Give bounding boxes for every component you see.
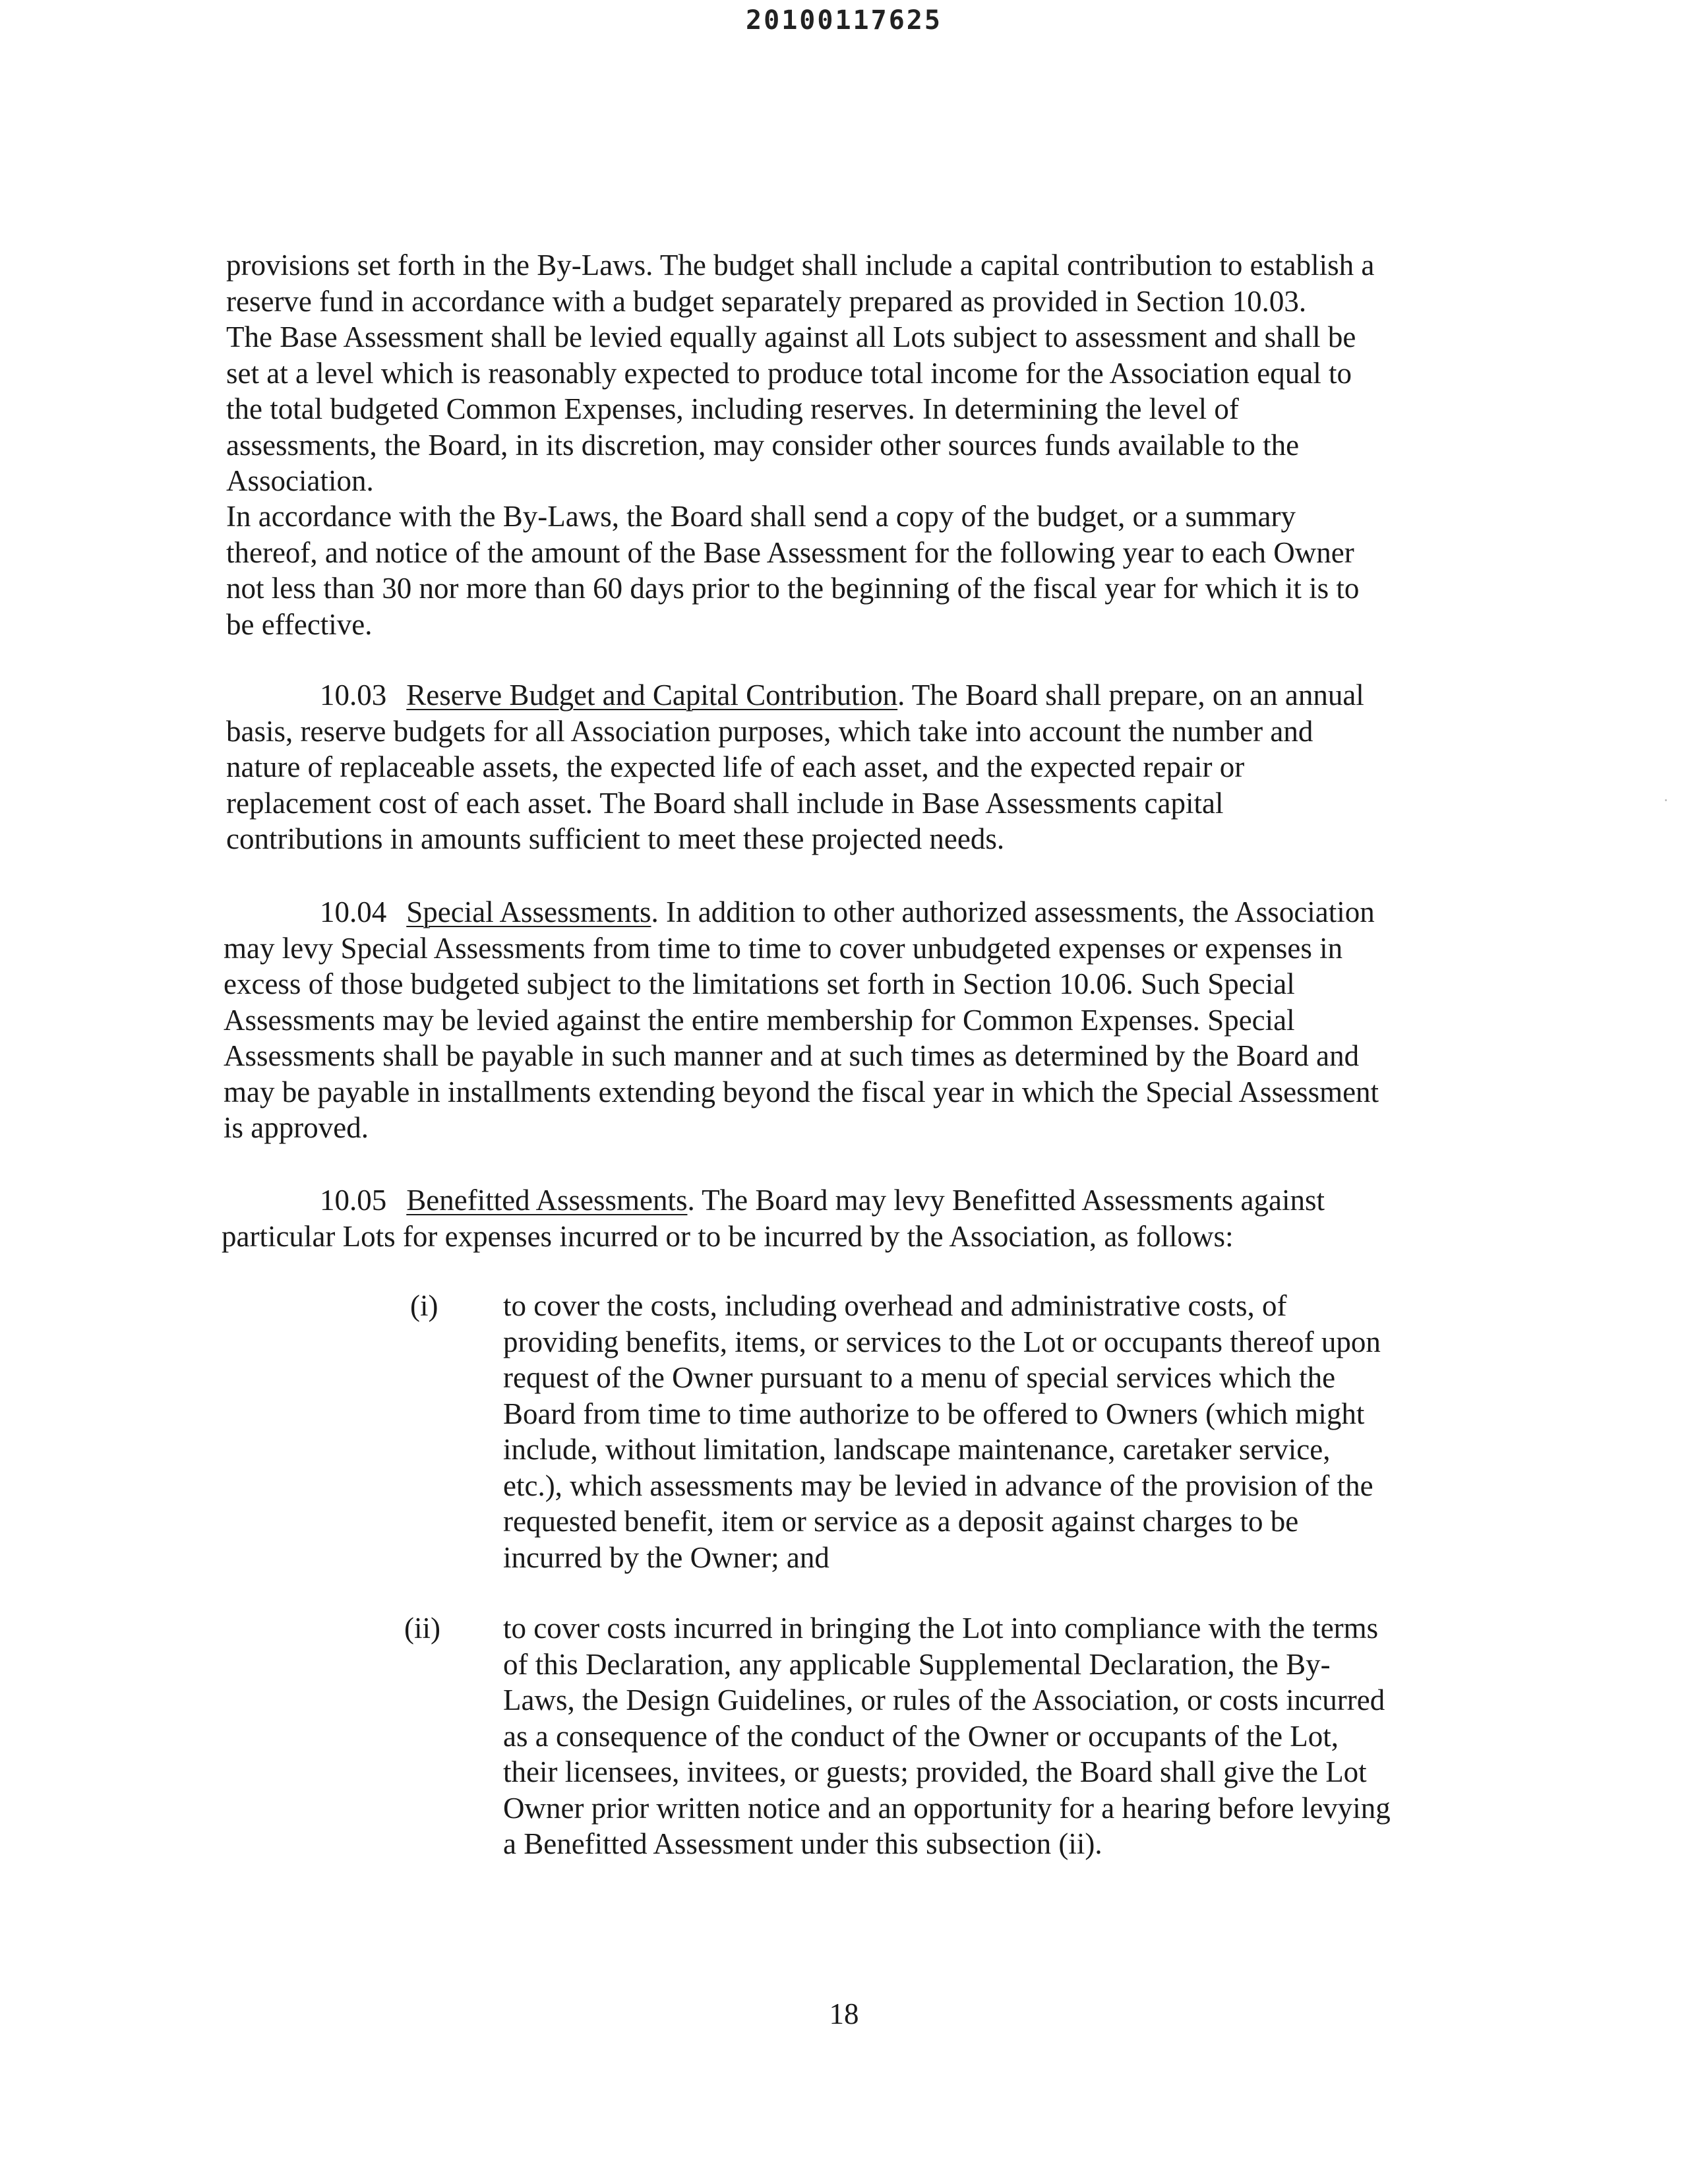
document-number-header: 20100117625 xyxy=(746,5,942,36)
section-body: may levy Special Assessments from time to time to cover unbudgeted expenses or expenses in excess of those budgeted subject to the limitations set forth in Section 10.06. Such Special Assessments may be levied against the entire membership for Common Expenses. Special Assessments shall be payable in such manner and at such times as determined by the Board and may be payable in installments extending beyond the fiscal year in which the Special Assessment is approved. xyxy=(224,931,1379,1144)
section-10-05-heading-line xyxy=(222,1182,1547,1219)
scan-speck xyxy=(1665,799,1667,801)
list-item-text: to cover costs incurred in bringing the Lot into compliance with the terms of this Declaration, any applicable Supplemental Declaration, the By- Laws, the Design Guidelines, or rules of the Association, or costs incurred as a consequence of the conduct of the Owner or occupants of the Lot, their licensees, invitees, or guests; provided, the Board shall give the Lot Owner prior written notice and an opportunity for a hearing before levying a Benefitted Assessment under this subsection (ii). xyxy=(503,1612,1391,1860)
section-10-03-heading-line xyxy=(226,677,1545,713)
section-10-04 xyxy=(224,894,1549,1146)
section-body: basis, reserve budgets for all Association purposes, which take into account the number and nature of replaceable assets, the expected life of each asset, and the expected repair or replacement cost of each asset. The Board shall include in Base Assessments capital contributions in amounts sufficient to meet these projected needs. xyxy=(226,714,1313,855)
list-item-label: (i) xyxy=(410,1289,438,1322)
list-item-text: to cover the costs, including overhead and administrative costs, of providing benefits, items, or services to the Lot or occupants thereof upon request of the Owner pursuant to a menu of special services which the Board from time to time authorize to be offered to Owners (which might include, without limitation, landscape maintenance, caretaker service, etc.), which assessments may be levied in advance of the provision of the requested benefit, item or service as a deposit against charges to be incurred by the Owner; and xyxy=(503,1289,1381,1574)
section-title: Benefitted Assessments xyxy=(406,1184,688,1217)
section-first-line-text: . In addition to other authorized assessments, the Association xyxy=(651,895,1375,928)
section-number: 10.03 xyxy=(320,679,387,712)
section-title: Special Assessments xyxy=(406,895,651,928)
list-item-label: (ii) xyxy=(404,1612,440,1645)
paragraph-budget-provisions: provisions set forth in the By-Laws. The budget shall include a capital contribution to establish a reserve fund in accordance with a budget separately prepared as provided in Section 10.03. The Base Assessment shall be levied equally against all Lots subject to assessment and shall be set at a level which is reasonably expected to produce total income for the Association equal to the total budgeted Common Expenses, including reserves. In determining the level of assessments, the Board, in its discretion, may consider other sources funds available to the Association. xyxy=(226,249,1375,497)
section-number: 10.05 xyxy=(320,1184,387,1217)
section-10-04-heading-line xyxy=(224,894,1549,930)
section-body: particular Lots for expenses incurred or to be incurred by the Association, as follows: xyxy=(222,1219,1234,1253)
section-10-05 xyxy=(222,1182,1547,1254)
page-number: 18 xyxy=(829,1997,859,2030)
section-first-line-text: . The Board may levy Benefitted Assessments against xyxy=(687,1184,1325,1217)
section-first-line-text: . The Board shall prepare, on an annual xyxy=(897,679,1364,712)
section-number: 10.04 xyxy=(320,895,387,928)
section-title: Reserve Budget and Capital Contribution xyxy=(406,679,898,712)
paragraph-budget-notice: In accordance with the By-Laws, the Board shall send a copy of the budget, or a summary thereof, and notice of the amount of the Base Assessment for the following year to each Owner not less than 30 nor more than 60 days prior to the beginning of the fiscal year for which it is to be effective. xyxy=(226,500,1360,641)
section-10-03 xyxy=(226,677,1545,857)
